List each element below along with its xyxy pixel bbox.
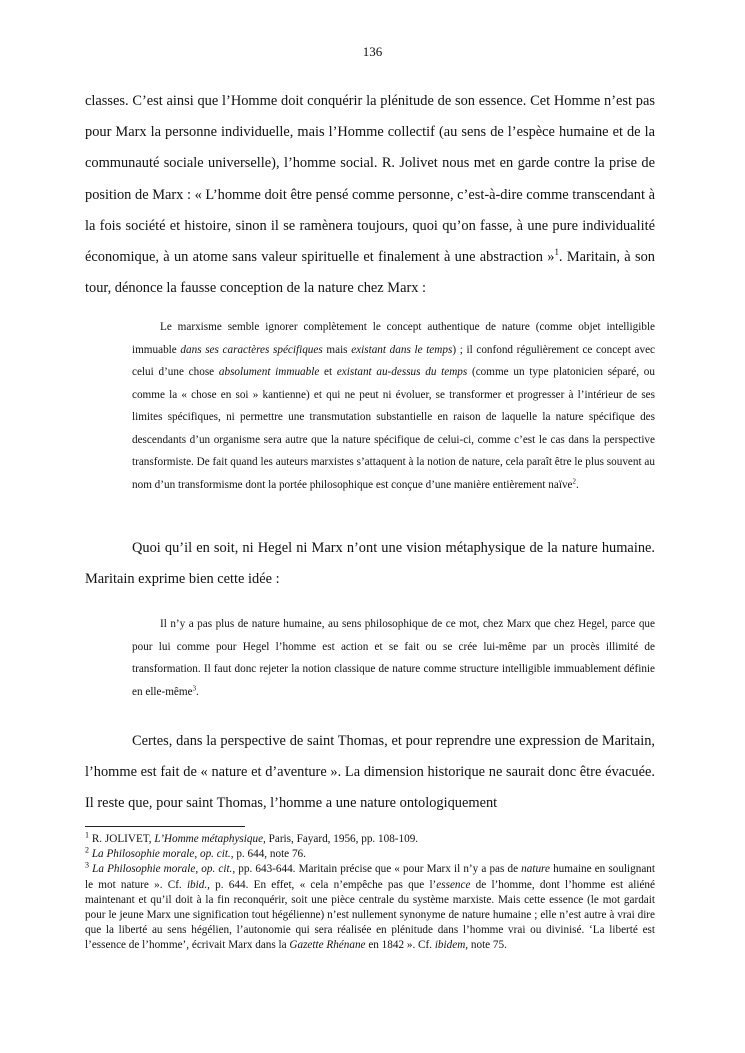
footnote-ref-2[interactable]: 2 [572,476,576,485]
paragraph-2: Quoi qu’il en soit, ni Hegel ni Marx n’ont une vision métaphysique de la nature humaine. Maritain exprime bien cette idée : [85,540,655,588]
page-number: 136 [362,44,383,59]
footnote-3: $^3$ La Philosophie morale, op. cit., pp. 643-644. Maritain précise que « pour Marx il n’y a pas de nature humaine en soulignant le mot nature ». Cf. ibid., p. 644. En effet, « cela n’empêche pas que l’essence de l’homme, dont l’homme est aliéné maintenant et qu’il doit à la fin reconquérir, soit une pièce centrale du système marxiste. Mais cette essence (le mot gardait pour le jeune Marx une signification tout hégélienne) n’est nullement synonyme de nature humaine ; elle n’est autre à vrai dire que la liberté au sens hégélien, l’autonomie qui sera réalisée en plénitude dans l’homme vrai ou divinisé. ‘La liberté est l’essence de l’homme’, écrivait Marx dans la Gazette Rhénane en 1842 ». Cf. ibidem, note 75. [85,860,656,952]
footnote-separator [85,826,245,827]
footnote-ref-1[interactable]: 1 [554,247,559,258]
footnote-2: $^2$ La Philosophie morale, op. cit., p. 644, note 76. [85,845,306,861]
paragraph-3: Certes, dans la perspective de saint Thomas, et pour reprendre une expression de Maritain, l’homme est fait de « nature et d’aventure ». La dimension historique ne saurait donc être évacuée. Il reste que, pour saint Thomas, l’homme a une nature ontologiquement [85,733,655,812]
block-quote-1: Le marxisme semble ignorer complètement le concept authentique de nature (comme objet intelligible immuable dans ses caractères spécifiques mais existant dans le temps) ; il confond régulièrement ce concept avec celui d’une chose absolument immuable et existant au-dessus du temps (comme un type platonicien séparé, ou comme la « chose en soi » kantienne) et qui ne peut ni évoluer, se transformer et progresser à l’intérieur de ses limites spécifiques, ni permettre une transmutation substantielle en raison de laquelle la nature spécifique des descendants d’un organisme sera autre que la nature spécifique de celui-ci, comme c’est le cas dans la perspective transformiste. De fait quand les auteurs marxistes s’attaquent à la notion de nature, cela paraît être le plus souvent au nom d’un transformisme dont la portée philosophique est conçue d’une manière entièrement naïve$^2$. [132,321,655,491]
footnotes [85,832,655,954]
footnote-1: $^1$ R. JOLIVET, L’Homme métaphysique, Paris, Fayard, 1956, pp. 108-109. [85,830,419,845]
block-quote-2: Il n’y a pas plus de nature humaine, au sens philosophique de ce mot, chez Marx que chez Hegel, parce que pour lui comme pour Hegel l’homme est action et se fait ou se crée lui-même par un procès illimité de transformation. Il faut donc rejeter la notion classique de nature comme structure intelligible immuablement définie en elle-même$^3$. [132,618,655,698]
footnote-ref-3[interactable]: 3 [192,683,197,692]
paragraph-1: classes. C’est ainsi que l’Homme doit conquérir la plénitude de son essence. Cet Homme n’est pas pour Marx la personne individuelle, mais l’Homme collectif (au sens de l’espèce humaine et de la communauté sociale universelle), l’homme social. R. Jolivet nous met en garde contre la prise de position de Marx : « L’homme doit être pensé comme personne, c’est-à-dire comme transcendant à la fois société et histoire, sinon il se ramènera toujours, quoi qu’on fasse, à une pure individualité économique, à un atome sans valeur spirituelle et finalement à une abstraction »$^1$. Maritain, à son tour, dénonce la fausse conception de la nature chez Marx : [85,93,655,297]
